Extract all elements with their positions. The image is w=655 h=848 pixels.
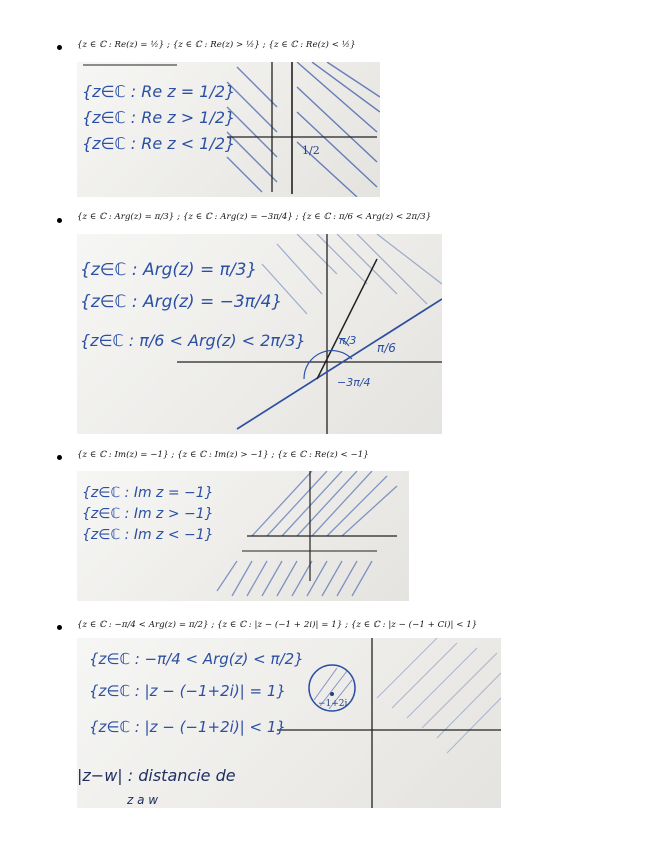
- formula-text: {z ∈ ℂ : −π/4 < Arg(z) = π/2} ; {z ∈ ℂ : |z − (−1 + 2i)| = 1} ; {z ∈ ℂ : |z − (−1 + Ci)| < 1}: [77, 620, 478, 630]
- handwriting-line: |z−w| : distancie de: [77, 766, 236, 785]
- handwritten-note-image: [77, 471, 409, 601]
- handwriting-line: {z∈ℂ : |z − (−1+2i)| < 1}: [89, 718, 286, 736]
- label-pi-6: π/6: [377, 341, 396, 355]
- handwriting-line: {z∈ℂ : |z − (−1+2i)| = 1}: [89, 682, 286, 700]
- bullet: [57, 218, 62, 223]
- label-pi-3: π/3: [339, 334, 357, 347]
- handwriting-line: {z∈ℂ : Im z < −1}: [82, 527, 214, 543]
- formula-text: {z ∈ ℂ : Re(z) = ½} ; {z ∈ ℂ : Re(z) > ½} ; {z ∈ ℂ : Re(z) < ½}: [77, 40, 356, 50]
- formula-text: {z ∈ ℂ : Arg(z) = π/3} ; {z ∈ ℂ : Arg(z) = −3π/4} ; {z ∈ ℂ : π/6 < Arg(z) < 2π/3}: [77, 212, 432, 222]
- handwriting-line: {z∈ℂ : −π/4 < Arg(z) < π/2}: [89, 650, 304, 668]
- handwriting-line: {z∈ℂ : π/6 < Arg(z) < 2π/3}: [80, 331, 306, 350]
- handwritten-note-image: [77, 638, 501, 808]
- bullet: [57, 455, 62, 460]
- bullet: [57, 625, 62, 630]
- handwriting-line: {z∈ℂ : Im z = −1}: [82, 485, 214, 501]
- label-center: −1+2i: [318, 699, 348, 709]
- handwriting-line: {z∈ℂ : Im z > −1}: [82, 506, 214, 522]
- handwriting-line: {z∈ℂ : Re z < 1/2}: [82, 134, 236, 153]
- handwriting-line: {z∈ℂ : Arg(z) = π/3}: [80, 260, 258, 280]
- handwritten-note-image: [77, 62, 380, 197]
- label-3pi-4: −3π/4: [337, 376, 371, 389]
- handwriting-line: {z∈ℂ : Arg(z) = −3π/4}: [80, 292, 283, 312]
- label-half: 1/2: [302, 144, 320, 157]
- handwritten-note-image: [77, 234, 442, 434]
- handwriting-line: {z∈ℂ : Re z = 1/2}: [82, 82, 236, 101]
- handwriting-line: z a w: [127, 793, 159, 807]
- bullet: [57, 45, 62, 50]
- formula-text: {z ∈ ℂ : Im(z) = −1} ; {z ∈ ℂ : Im(z) > −1} ; {z ∈ ℂ : Re(z) < −1}: [77, 450, 369, 460]
- handwriting-line: {z∈ℂ : Re z > 1/2}: [82, 108, 236, 127]
